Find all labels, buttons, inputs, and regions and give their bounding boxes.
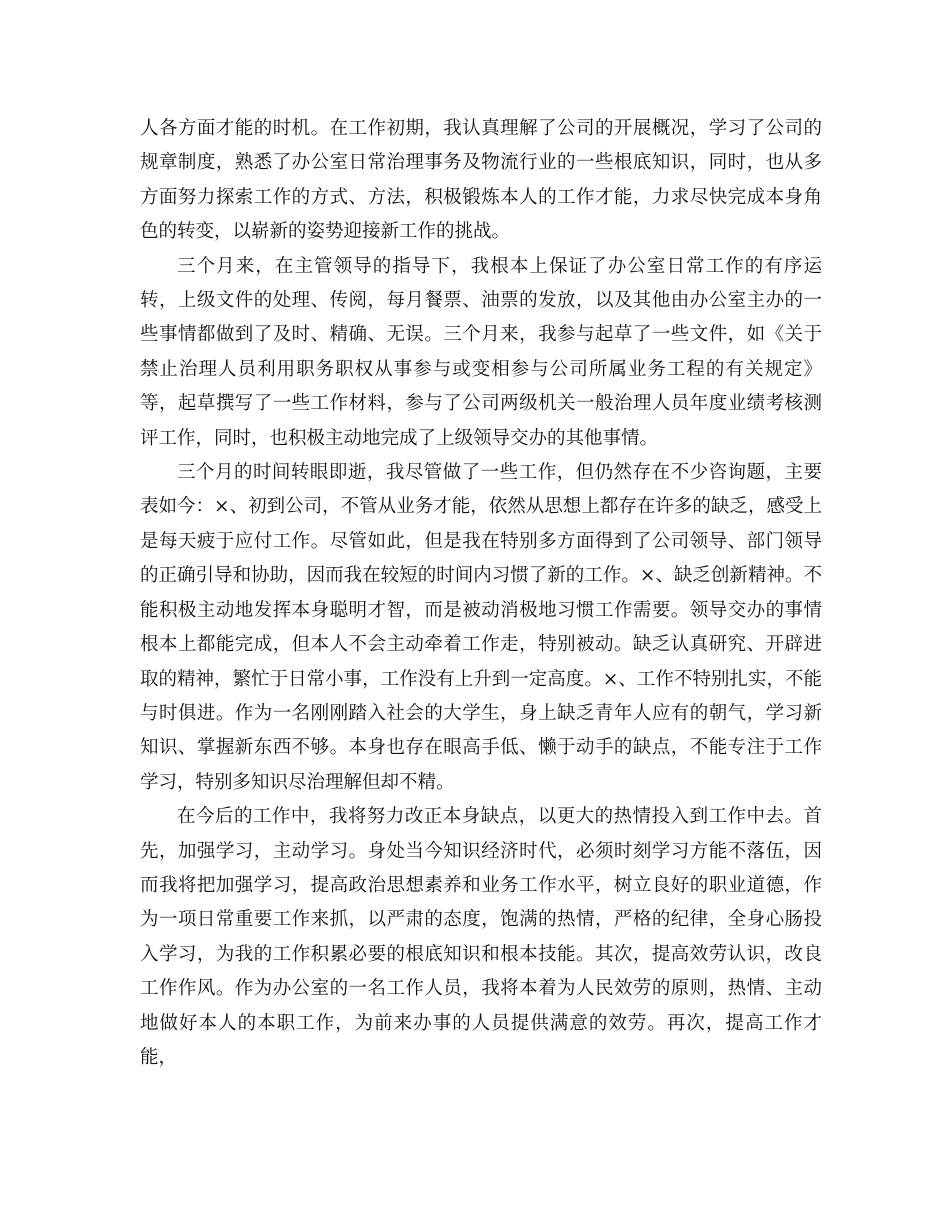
document-page: [140, 112, 822, 1075]
paragraph-4: 在今后的工作中，我将努力改正本身缺点，以更大的热情投入到工作中去。首先，加强学习，主动学习。身处当今知识经济时代，必须时刻学习方能不落伍，因而我将把加强学习，提高政治思想素养和业务工作水平，树立良好的职业道德，作为一项日常重要工作来抓，以严肃的态度，饱满的热情，严格的纪律，全身心肠投入学习，为我的工作积累必要的根底知识和根本技能。其次，提高效劳认识，改良工作作风。作为办公室的一名工作人员，我将本着为人民效劳的原则，热情、主动地做好本人的本职工作，为前来办事的人员提供满意的效劳。再次，提高工作才能，: [140, 806, 822, 1068]
paragraph-3: 三个月的时间转眼即逝，我尽管做了一些工作，但仍然存在不少咨询题，主要表如今：×、初到公司，不管从业务才能，依然从思想上都存在许多的缺乏，感受上是每天疲于应付工作。尽管如此，但是我在特别多方面得到了公司领导、部门领导的正确引导和协助，因而我在较短的时间内习惯了新的工作。×、缺乏创新精神。不能积极主动地发挥本身聪明才智，而是被动消极地习惯工作需要。领导交办的事情根本上都能完成，但本人不会主动牵着工作走，特别被动。缺乏认真研究、开辟进取的精神，繁忙于日常小事，工作没有上升到一定高度。×、工作不特别扎实，不能与时俱进。作为一名刚刚踏入社会的大学生，身上缺乏青年人应有的朝气，学习新知识、掌握新东西不够。本身也存在眼高手低、懒于动手的缺点，不能专注于工作学习，特别多知识尽治理解但却不精。: [140, 462, 822, 793]
paragraph-1: 人各方面才能的时机。在工作初期，我认真理解了公司的开展概况，学习了公司的规章制度，熟悉了办公室日常治理事务及物流行业的一些根底知识，同时，也从多方面努力探索工作的方式、方法，积极锻炼本人的工作才能，力求尽快完成本身角色的转变，以崭新的姿势迎接新工作的挑战。: [140, 118, 822, 243]
paragraph-2: 三个月来，在主管领导的指导下，我根本上保证了办公室日常工作的有序运转，上级文件的处理、传阅，每月餐票、油票的发放，以及其他由办公室主办的一些事情都做到了及时、精确、无误。三个月来，我参与起草了一些文件，如《关于禁止治理人员利用职务职权从事参与或变相参与公司所属业务工程的有关规定》等，起草撰写了一些工作材料，参与了公司两级机关一般治理人员年度业绩考核测评工作，同时，也积极主动地完成了上级领导交办的其他事情。: [140, 255, 822, 449]
